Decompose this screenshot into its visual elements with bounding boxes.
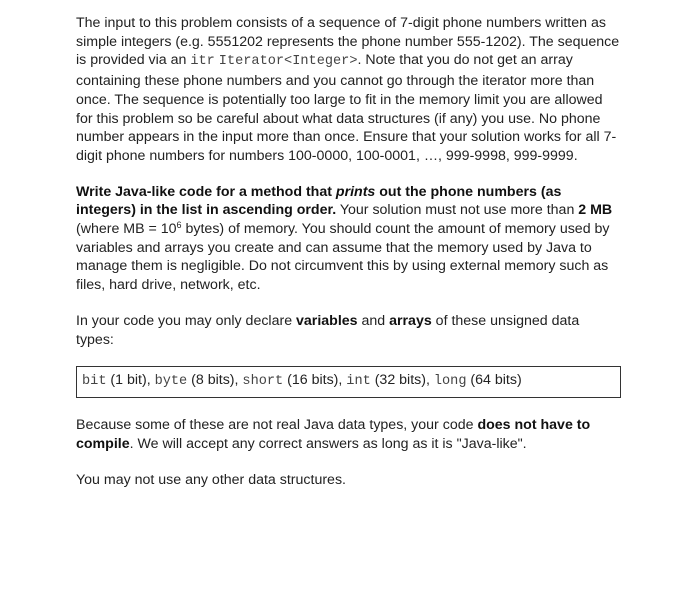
memory-limit: 2 MB (578, 202, 613, 219)
task-text-3: bytes) of memory. You should count the amount of memory used by variables and arrays you create and can assume that the memory used by Java to manage them is negligible. Do not circumvent this by using external memory such as files, hard drive, network, etc. (76, 221, 610, 294)
types-intro-text-1: In your code you may only declare (76, 312, 297, 329)
task-text-2: (where MB = 10 (76, 221, 177, 238)
compile-paragraph (76, 416, 621, 453)
problem-statement (76, 14, 621, 490)
iterator-type-code: Iterator<Integer> (218, 54, 358, 70)
intro-text-2: . Note that you do not get an array containing these phone numbers and you cannot go through the iterator more than once. The sequence is potentially too large to fit in the memory limit you are allowed for this problem so be careful about what data structures (if any) you use. No phone number appears in the input more than once. Ensure that your solution works for all 7-digit phone numbers for numbers 100-0000, 100-0001, …, 999-9998, 999-9999. (76, 52, 617, 164)
compile-text-2: . We will accept any correct answers as long as it is "Java-like". (129, 435, 527, 452)
task-bold-italic-prints: prints (335, 183, 376, 200)
type-short: short (242, 374, 284, 390)
type-bit: bit (82, 374, 107, 390)
type-byte: byte (154, 374, 188, 390)
type-long: long (433, 374, 467, 390)
types-intro-text-3: of these unsigned data types: (76, 312, 580, 348)
arrays-bold: arrays (389, 312, 432, 329)
task-text-1: Your solution must not use more than (336, 202, 579, 219)
task-paragraph (76, 183, 621, 295)
types-intro-text-2: and (357, 312, 390, 329)
intro-text-1: The input to this problem consists of a sequence of 7-digit phone numbers written as simple integers (e.g. 5551202 represents the phone number 555-1202). The sequence is provided via an (76, 15, 620, 69)
compile-bold: does not have to compile (76, 416, 591, 452)
type-bit-desc: (1 bit), (106, 372, 155, 389)
itr-code: itr (190, 54, 215, 70)
exponent: 6 (176, 220, 182, 231)
intro-paragraph (76, 14, 621, 166)
type-long-desc: (64 bits) (466, 372, 522, 389)
task-bold-2: out the phone numbers (as integers) in the list in ascending order. (76, 183, 562, 219)
compile-text-1: Because some of these are not real Java data types, your code (76, 416, 478, 433)
type-int-desc: (32 bits), (370, 372, 434, 389)
variables-bold: variables (296, 312, 358, 329)
types-intro-paragraph (76, 312, 621, 349)
restriction-paragraph (76, 471, 621, 490)
type-byte-desc: (8 bits), (187, 372, 243, 389)
type-int: int (346, 374, 371, 390)
restriction-text: You may not use any other data structures. (76, 472, 346, 489)
data-types-box (76, 366, 621, 398)
type-short-desc: (16 bits), (283, 372, 347, 389)
task-bold-1: Write Java-like code for a method that (76, 183, 336, 200)
